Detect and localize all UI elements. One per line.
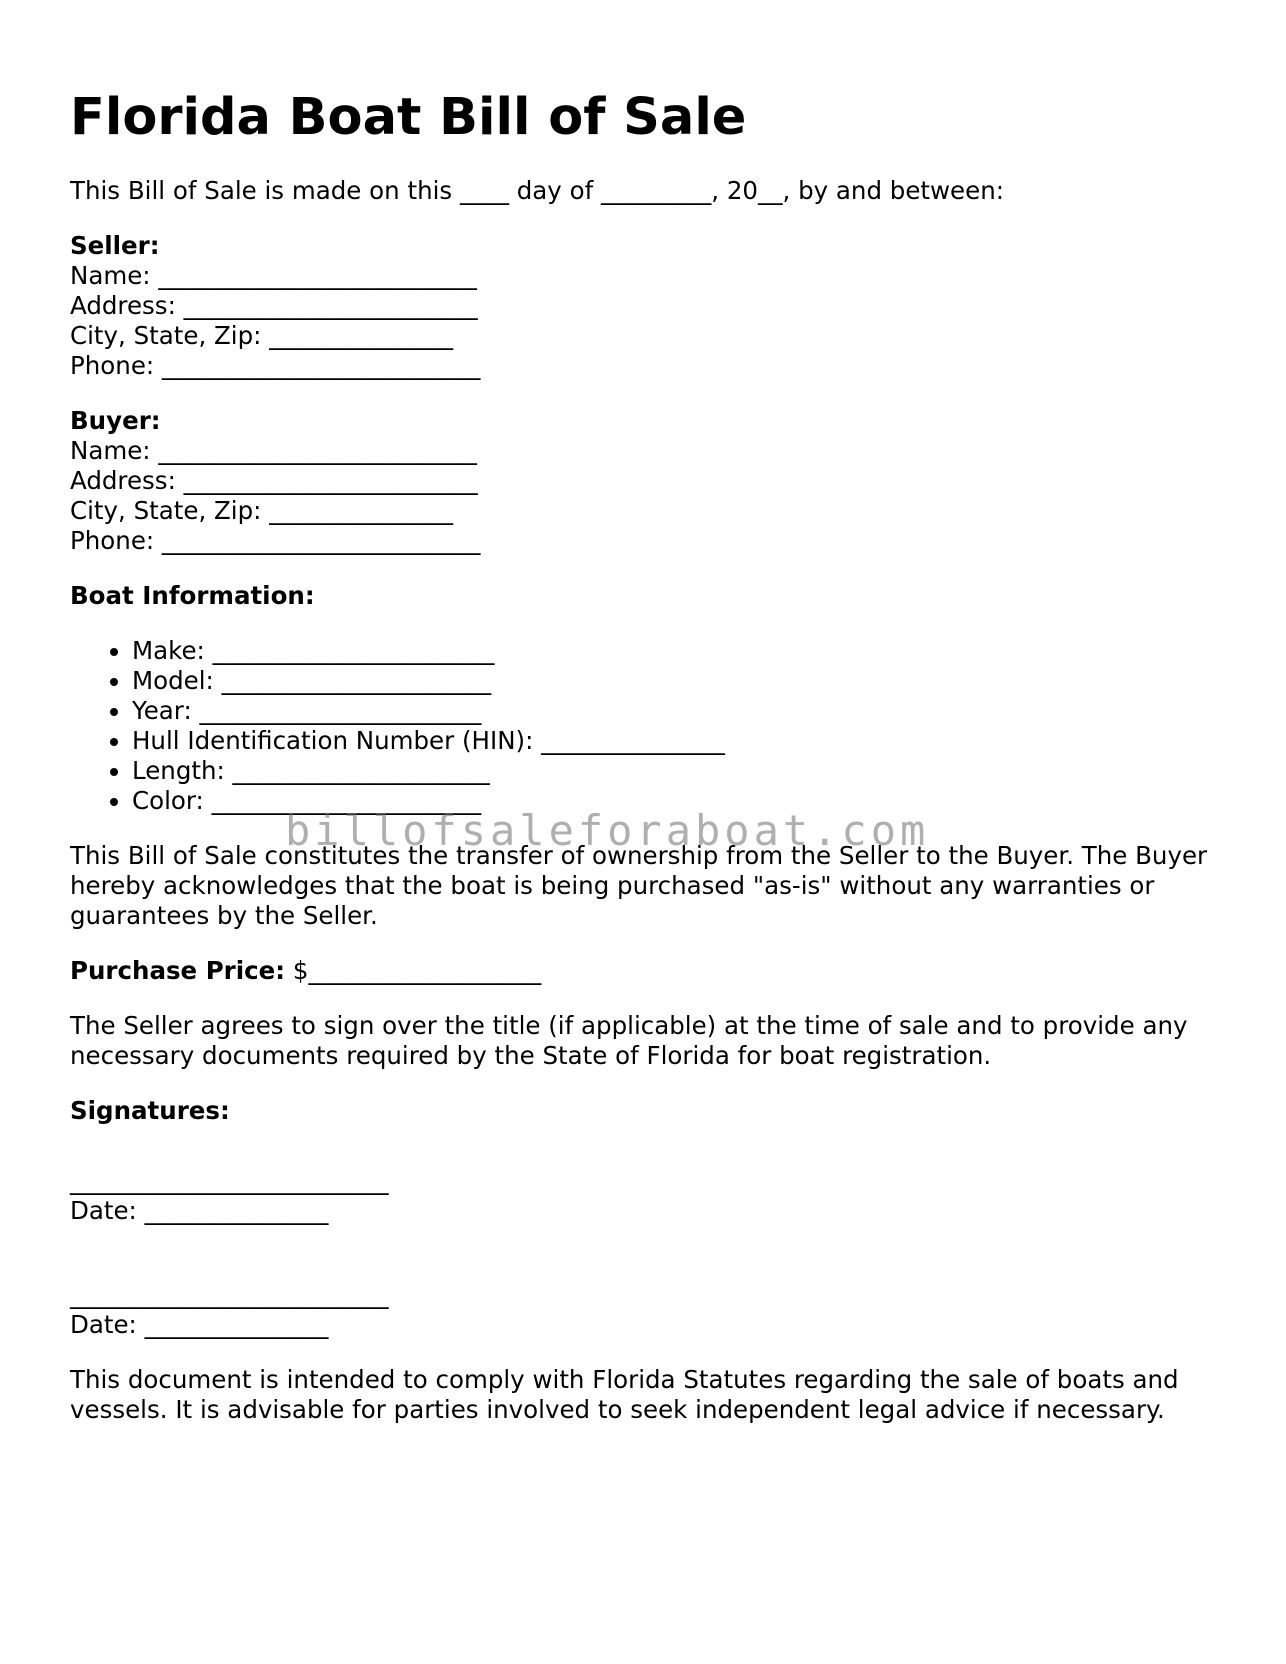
seller-city-field: City, State, Zip: _______________ [70,321,453,350]
signatures-heading: Signatures: [70,1096,230,1125]
purchase-price [70,956,1230,986]
boat-info-section [70,581,1230,816]
footer-paragraph: This document is intended to comply with Florida Statutes regarding the sale of boats and vessels. It is advisable for parties involved to seek independent legal advice if necessary. [70,1365,1179,1424]
boat-model-item: • Model: ______________________ [132,666,1230,696]
intro-paragraph: This Bill of Sale is made on this ____ day of _________, 20__, by and between: [70,176,1004,205]
seller-phone-field: Phone: __________________________ [70,351,481,380]
purchase-price-label: Purchase Price: [70,956,286,985]
buyer-city-field: City, State, Zip: _______________ [70,496,453,525]
signature-date-1: Date: _______________ [70,1196,329,1225]
signature-block-1 [70,1166,1230,1226]
seller-section [70,231,1230,381]
boat-make-item: • Make: _______________________ [132,636,1230,666]
seller-name-field: Name: __________________________ [70,261,477,290]
boat-info-list [70,636,1230,816]
title-paragraph: The Seller agrees to sign over the title (if applicable) at the time of sale and to provide any necessary documents required by the State of Florida for boat registration. [70,1011,1188,1070]
boat-info-heading: Boat Information: [70,581,315,610]
signature-date-2: Date: _______________ [70,1310,329,1339]
seller-heading: Seller: [70,231,160,260]
buyer-section [70,406,1230,556]
purchase-price-value: $___________________ [292,956,542,985]
boat-length-item: • Length: _____________________ [132,756,1230,786]
buyer-name-field: Name: __________________________ [70,436,477,465]
signature-block-2 [70,1280,1230,1340]
document-page [70,86,1230,1425]
buyer-address-field: Address: ________________________ [70,466,478,495]
signature-line-1: __________________________ [70,1166,389,1195]
buyer-heading: Buyer: [70,406,161,435]
seller-address-field: Address: ________________________ [70,291,478,320]
signatures-section [70,1096,1230,1340]
watermark-text: billofsaleforaboat.com [285,806,930,855]
transfer-paragraph: This Bill of Sale constitutes the transfer of ownership from the Seller to the Buyer. The Buyer hereby acknowledges that the boat is being purchased "as-is" without any warranties or guarantees by the Seller. [70,841,1208,930]
boat-color-item: • Color: ______________________ [132,786,1230,816]
document-title: Florida Boat Bill of Sale [70,88,747,147]
boat-year-item: • Year: _______________________ [132,696,1230,726]
boat-hin-item: • Hull Identification Number (HIN): _______________ [132,726,1230,756]
buyer-phone-field: Phone: __________________________ [70,526,481,555]
signature-line-2: __________________________ [70,1280,389,1309]
